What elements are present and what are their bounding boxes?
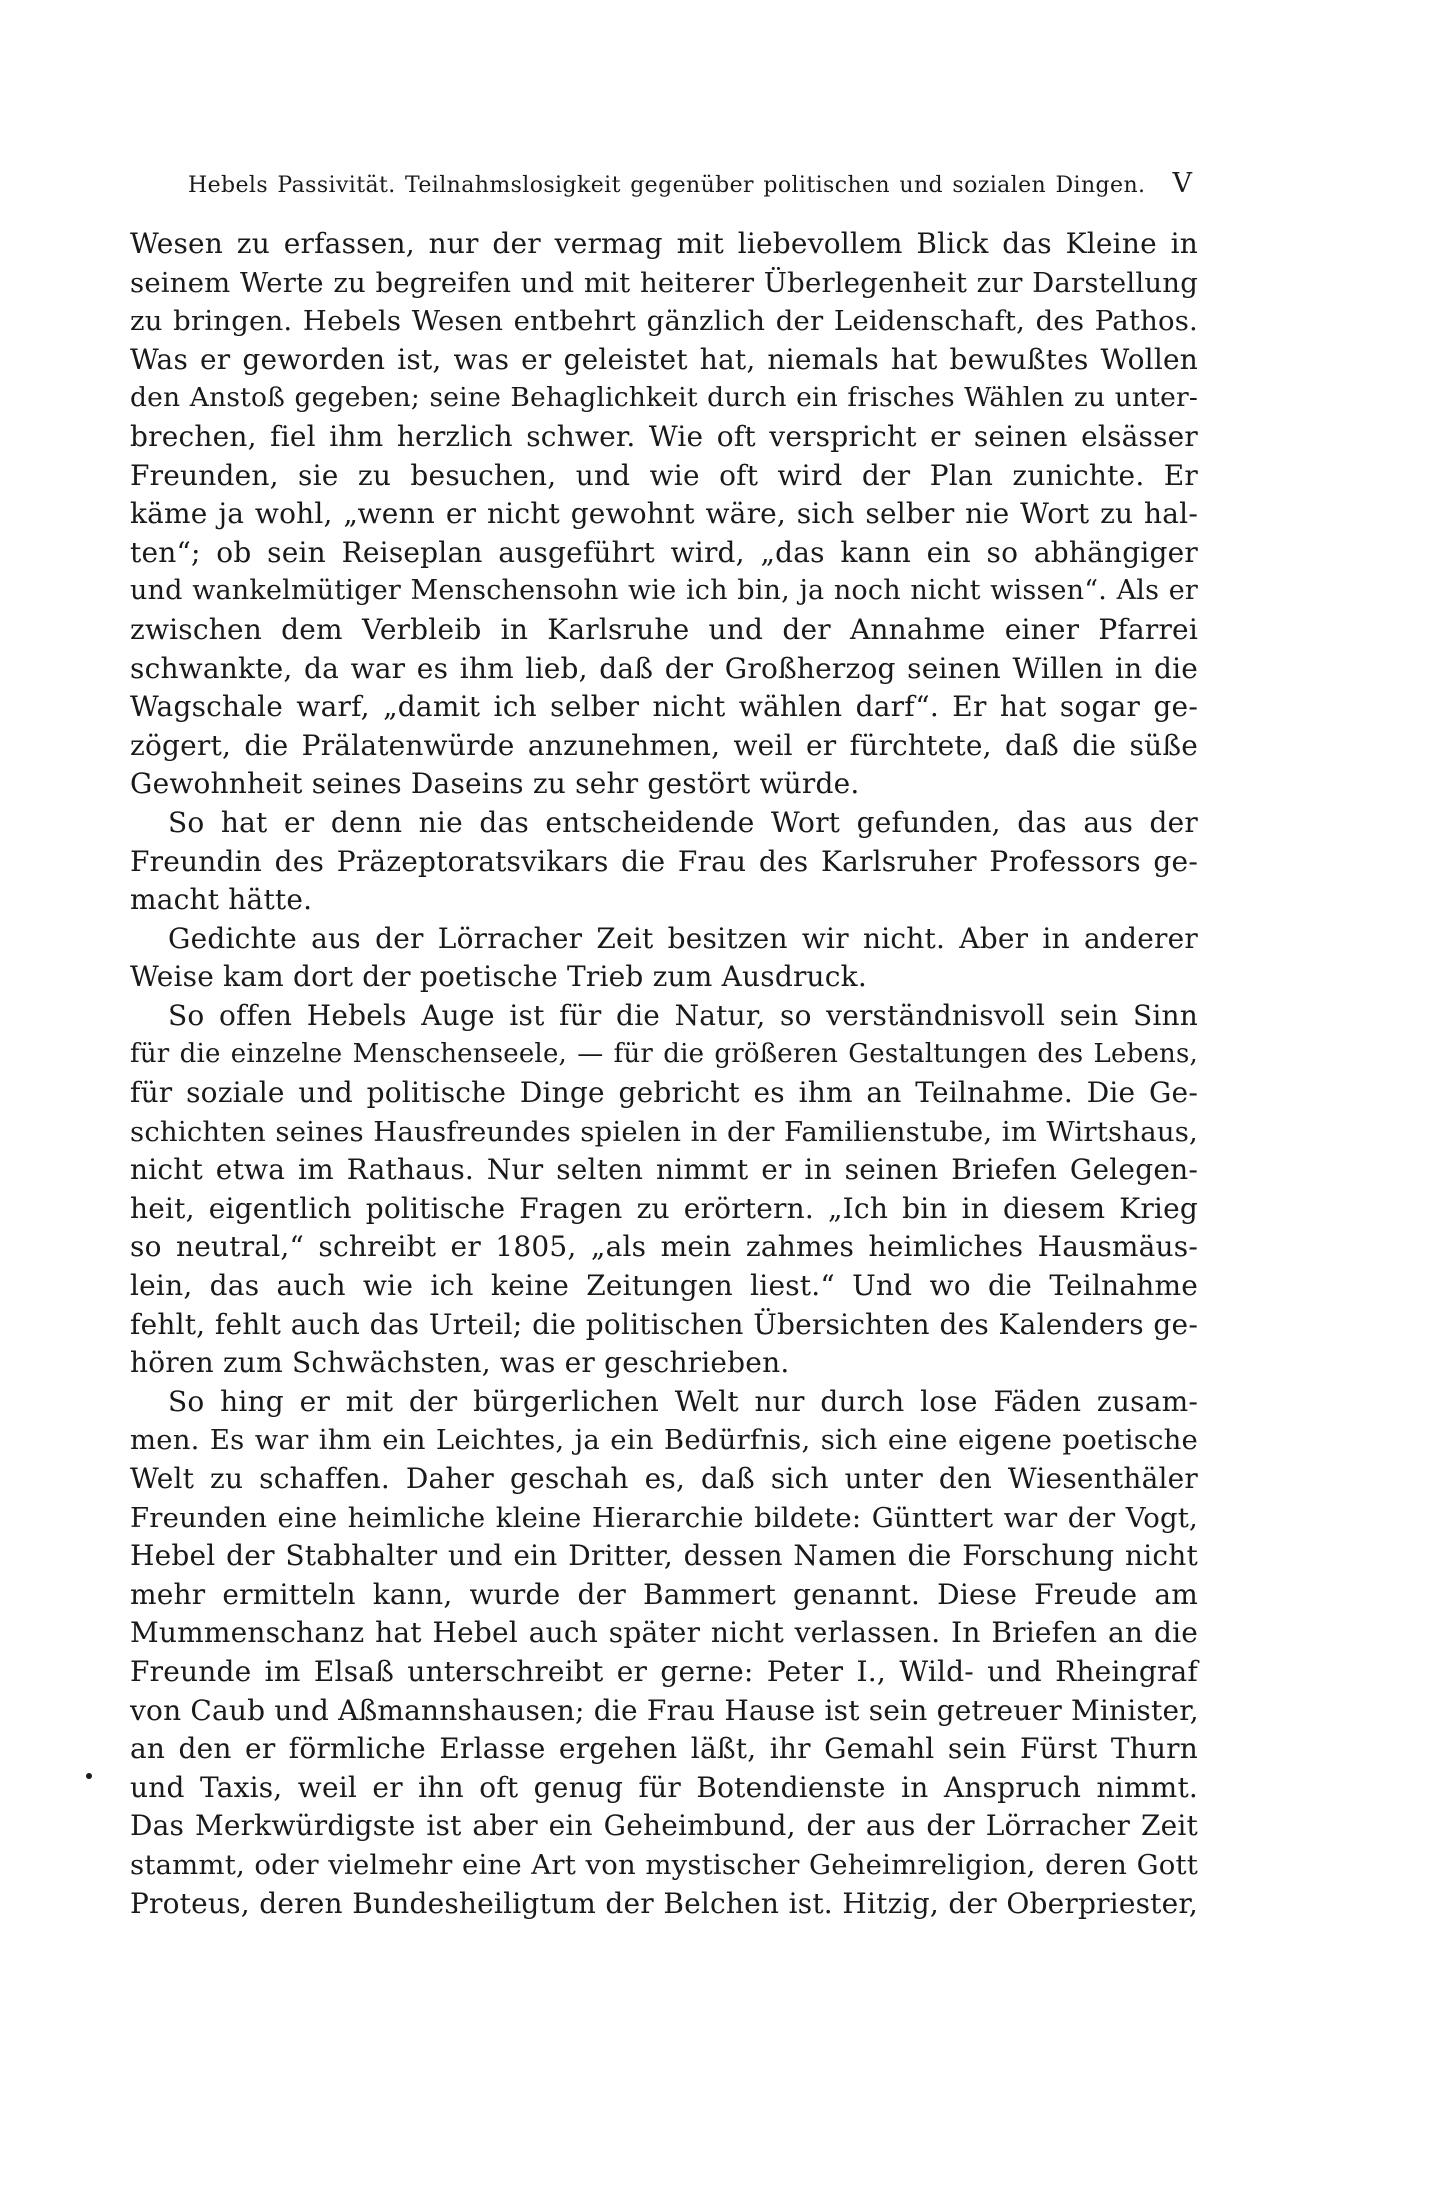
- text-line: an den er förmliche Erlasse ergehen läßt, ihr Gemahl sein Fürst Thurn: [130, 1732, 1198, 1766]
- text-line: brechen, fiel ihm herzlich schwer. Wie oft verspricht er seinen elsässer: [130, 419, 1198, 453]
- text-line: für die einzelne Menschenseele, — für die größeren Gestaltungen des Lebens,: [130, 1039, 1198, 1070]
- text-line: Gedichte aus der Lörracher Zeit besitzen wir nicht. Aber in anderer: [168, 921, 1198, 955]
- text-line: hören zum Schwächsten, was er geschrieben.: [130, 1346, 790, 1380]
- text-line: Wagschale warf, „damit ich selber nicht wählen darf“. Er hat sogar ge-: [130, 690, 1198, 724]
- text-line: Was er geworden ist, was er geleistet hat, niemals hat bewußtes Wollen: [130, 342, 1198, 376]
- text-line: zu bringen. Hebels Wesen entbehrt gänzlich der Leidenschaft, des Pathos.: [130, 305, 1198, 338]
- text-line: Freunde im Elsaß unterschreibt er gerne: Peter I., Wild- und Rheingraf: [130, 1654, 1198, 1688]
- text-line: Gewohnheit seines Daseins zu sehr gestört würde.: [130, 767, 860, 801]
- margin-dot: [86, 1773, 92, 1779]
- text-line: für soziale und politische Dinge gebricht es ihm an Teilnahme. Die Ge-: [130, 1076, 1198, 1110]
- text-line: So hat er denn nie das entscheidende Wort gefunden, das aus der: [168, 805, 1198, 839]
- text-line: mehr ermitteln kann, wurde der Bammert genannt. Diese Freude am: [130, 1577, 1198, 1611]
- text-line: Mummenschanz hat Hebel auch später nicht verlassen. In Briefen an die: [130, 1616, 1198, 1650]
- text-line: Hebel der Stabhalter und ein Dritter, dessen Namen die Forschung nicht: [130, 1539, 1198, 1573]
- text-line: Wesen zu erfassen, nur der vermag mit liebevollem Blick das Kleine in: [130, 227, 1198, 260]
- running-head-title: Hebels Passivität. Teilnahmslosigkeit gegenüber politischen und sozialen Dingen.: [188, 173, 1146, 198]
- text-line: schichten seines Hausfreundes spielen in der Familienstube, im Wirtshaus,: [130, 1115, 1198, 1148]
- text-line: seinem Werte zu begreifen und mit heiterer Überlegenheit zur Darstellung: [130, 266, 1198, 299]
- text-line: käme ja wohl, „wenn er nicht gewohnt wäre, sich selber nie Wort zu hal-: [130, 497, 1198, 531]
- text-line: stammt, oder vielmehr eine Art von mystischer Geheimreligion, deren Gott: [130, 1848, 1198, 1881]
- text-line: zögert, die Prälatenwürde anzunehmen, weil er fürchtete, daß die süße: [130, 728, 1198, 762]
- text-line: Freunden eine heimliche kleine Hierarchie bildete: Günttert war der Vogt,: [130, 1501, 1198, 1534]
- text-line: von Caub und Aßmannshausen; die Frau Hause ist sein getreuer Minister,: [130, 1693, 1199, 1727]
- text-line: Proteus, deren Bundesheiligtum der Belchen ist. Hitzig, der Oberpriester,: [130, 1886, 1198, 1920]
- text-line: ten“; ob sein Reiseplan ausgeführt wird, „das kann ein so abhängiger: [130, 535, 1198, 569]
- text-line: lein, das auch wie ich keine Zeitungen liest.“ Und wo die Teilnahme: [130, 1269, 1198, 1303]
- body-text: [130, 225, 1198, 1923]
- text-line: heit, eigentlich politische Fragen zu erörtern. „Ich bin in diesem Krieg: [130, 1191, 1198, 1225]
- text-line: men. Es war ihm ein Leichtes, ja ein Bedürfnis, sich eine eigene poetische: [130, 1424, 1198, 1457]
- text-line: zwischen dem Verbleib in Karlsruhe und der Annahme einer Pfarrei: [130, 612, 1198, 646]
- text-line: Welt zu schaffen. Daher geschah es, daß sich unter den Wiesenthäler: [130, 1462, 1198, 1495]
- text-line: Freundin des Präzeptoratsvikars die Frau des Karlsruher Professors ge-: [130, 844, 1198, 878]
- text-line: nicht etwa im Rathaus. Nur selten nimmt er in seinen Briefen Gelegen-: [130, 1153, 1198, 1187]
- running-head: [188, 168, 1193, 208]
- text-line: fehlt, fehlt auch das Urteil; die politischen Übersichten des Kalenders ge-: [130, 1307, 1198, 1341]
- text-line: den Anstoß gegeben; seine Behaglichkeit durch ein frisches Wählen zu unter-: [130, 382, 1198, 414]
- text-line: und wankelmütiger Menschensohn wie ich bin, ja noch nicht wissen“. Als er: [130, 575, 1198, 607]
- text-line: Freunden, sie zu besuchen, und wie oft wird der Plan zunichte. Er: [130, 458, 1198, 492]
- text-line: und Taxis, weil er ihn oft genug für Botendienste in Anspruch nimmt.: [130, 1770, 1198, 1804]
- text-line: Weise kam dort der poetische Trieb zum Ausdruck.: [130, 960, 867, 994]
- text-line: so neutral,“ schreibt er 1805, „als mein zahmes heimliches Hausmäus-: [130, 1230, 1198, 1264]
- text-line: So offen Hebels Auge ist für die Natur, so verständnisvoll sein Sinn: [168, 998, 1198, 1032]
- text-line: schwankte, da war es ihm lieb, daß der Großherzog seinen Willen in die: [130, 651, 1198, 685]
- text-line: macht hätte.: [130, 883, 313, 917]
- text-line: So hing er mit der bürgerlichen Welt nur durch lose Fäden zusam-: [168, 1384, 1198, 1418]
- text-line: Das Merkwürdigste ist aber ein Geheimbund, der aus der Lörracher Zeit: [130, 1809, 1198, 1843]
- page-number: V: [1172, 168, 1193, 199]
